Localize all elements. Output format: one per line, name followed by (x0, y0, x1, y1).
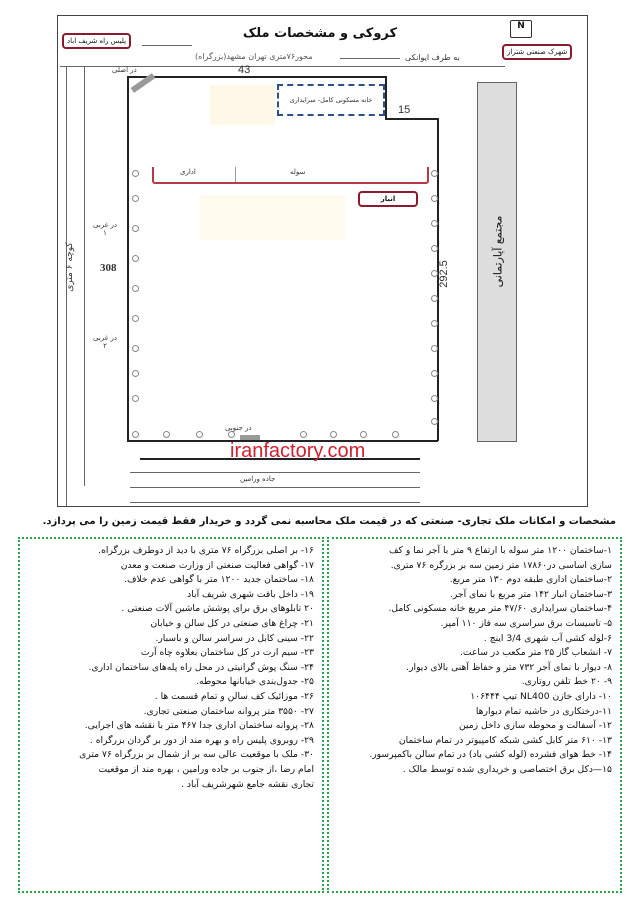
pillar-icon (132, 431, 139, 438)
pillar-icon (196, 431, 203, 438)
list-item: ۲۰ تابلوهای برق برای پوشش ماشین آلات صنعتی . (121, 603, 314, 615)
list-item: ۳۰- ملک با موقعیت عالی سه بر از شمال بر بزرگراه ۷۶ متری (79, 749, 314, 761)
pillar-icon (228, 431, 235, 438)
list-item: ۱-ساختمان ۱۲۰۰ متر سوله با ارتفاع ۹ متر با آجر نما و کف (389, 545, 612, 556)
notch-wall (385, 118, 438, 120)
industrial-town-label: شهرک صنعتی شتراز (502, 44, 572, 60)
highlight (210, 85, 275, 125)
south-gate-label: در جنوبی (225, 424, 252, 432)
list-item: ۱۴- خط هوای فشرده (لوله کشی باد) در تمام سالن باکمپرسور. (369, 749, 612, 761)
side-road-label: کوچه ۶ متری (65, 242, 75, 292)
pillar-icon (431, 295, 438, 302)
west-gate-1-label: در غربی ۱ (92, 221, 118, 237)
list-item: ۲۴- سنگ پوش گرانیتی در محل راه پله‌های ساختمان اداری. (88, 661, 314, 673)
list-item: ۱۱-درختکاری در حاشیه تمام دیوارها (475, 705, 612, 717)
road-arrow (340, 58, 400, 59)
pillar-icon (431, 418, 438, 425)
diagram-title: کروکی و مشخصات ملک (242, 26, 398, 41)
pillar-icon (360, 431, 367, 438)
top-road-label: محور۷۶متری تهران مشهد(بزرگراه) (195, 52, 313, 61)
notch-wall (385, 76, 387, 118)
pillar-icon (132, 370, 139, 377)
list-item: ۱۶- بر اصلی بزرگراه ۷۶ متری با دید از دوطرف بزرگراه. (98, 545, 314, 556)
highlight (200, 195, 345, 240)
pillar-icon (431, 170, 438, 177)
list-item: ۱۵—دکل برق اختصاصی و خریداری شده توسط مالک . (402, 763, 612, 775)
features-heading: مشخصات و امکانات ملک تجاری- صنعتی که در قیمت ملک محاسبه نمی گردد و خریدار فقط قیمت زمین را می پردازد. (42, 516, 616, 527)
list-item: ۱۲- آسفالت و محوطه سازی داخل زمین (458, 720, 612, 732)
list-item: ۲۷- ۳۵۵۰ متر پروانه ساختمان صنعتی تجاری. (143, 705, 314, 717)
pillar-icon (132, 195, 139, 202)
pillar-icon (163, 431, 170, 438)
pillar-icon (132, 315, 139, 322)
features-list-left (18, 537, 324, 893)
north-arrow-icon: N (510, 20, 532, 38)
pillar-icon (431, 245, 438, 252)
divider (142, 45, 192, 46)
pillar-icon (132, 285, 139, 292)
notch-dimension: 15 (398, 104, 411, 116)
list-item: ۴-ساختمان سرایداری ۴۷/۶۰ متر مربع خانه مسکونی کامل. (388, 603, 612, 615)
west-wall (127, 76, 129, 441)
residence-label: خانه مسکونی کامل- سرایداری (277, 84, 385, 116)
list-item: تجاری نقشه جامع شهرشریف آباد . (181, 778, 314, 790)
list-item: ۲۱- چراغ های صنعتی در کل سالن و خیابان (150, 617, 314, 629)
road-edge (130, 502, 420, 503)
right-dimension: 292.5 (437, 260, 450, 288)
pillar-icon (132, 170, 139, 177)
pillar-icon (431, 345, 438, 352)
west-gate-2-label: در غربی ۲ (92, 334, 118, 350)
road-edge (130, 487, 420, 488)
list-item: سازی اساسی در۱۷۸۶۰ متر زمین سه بر بزرگره ۷۶ متری. (390, 559, 612, 571)
pillar-icon (330, 431, 337, 438)
top-dimension: 43 (238, 64, 251, 76)
list-item: ۲۶- موزائیک کف سالن و تمام قسمت ها . (154, 690, 314, 702)
north-wall (127, 76, 385, 78)
watermark: iranfactory.com (230, 440, 366, 462)
pillar-icon (431, 195, 438, 202)
list-item: امام رضا ،از جنوب بر جاده ورامین ، بهره مند از موقعیت (98, 763, 314, 775)
list-item: ۲۳- سیم ارت در کل ساختمان بعلاوه چاه آرت (140, 647, 314, 659)
list-item: ۲۵- جدول‌بندی خیابانها محوطه. (196, 676, 314, 688)
list-item: ۱۷- گواهی فعالیت صنعتی از وزارت صنعت و معدن (120, 559, 314, 571)
list-item: ۲۹- روبروی پلیس راه و بهره مند از دور بر گردان بزرگراه . (89, 734, 314, 746)
direction-label: به طرف ایوانکی (405, 53, 460, 62)
road-edge (130, 472, 420, 473)
pillar-icon (431, 270, 438, 277)
list-item: ۲۲- سینی کابل در سراسر سالن و باسبار. (155, 632, 314, 644)
side-road-edge (84, 66, 85, 486)
list-item: ۲۸- پروانه ساختمان اداری جدا ۴۶۷ متر با نقشه های اجرایی. (84, 720, 314, 732)
pillar-icon (300, 431, 307, 438)
pillar-icon (431, 320, 438, 327)
pillar-icon (431, 370, 438, 377)
pillar-icon (132, 395, 139, 402)
list-item: ۸- دیوار با نمای آجر ۷۳۲ متر و حفاظ آهنی بالای دیوار. (406, 661, 612, 673)
list-item: ۵- تاسیسات برق سراسری سه فاز ۱۱۰ آمپر. (440, 617, 612, 629)
list-item: ۱۳- ۶۱۰ متر کابل کشی شبکه کامپیوتر در تمام ساختمان (398, 734, 612, 746)
hall-label: سوله (290, 168, 306, 176)
list-item: ۶-لوله کشی آب شهری 3/4 اینچ . (483, 632, 612, 644)
list-item: ۹- ۲۰ خط تلفن روتاری. (521, 676, 612, 688)
list-item: ۷- انشعاب گاز ۲۵ متر مکعب در ساعت. (459, 647, 612, 659)
pillar-icon (132, 345, 139, 352)
main-gate-label: در اصلی (112, 66, 137, 74)
left-dimension: 308 (100, 262, 117, 274)
pillar-icon (392, 431, 399, 438)
list-item: ۱۰- دارای خازن NL400 تیپ ۱۰۶۴۴۴ (470, 690, 612, 702)
complex-label: مجتمع آپارتمانی (491, 215, 505, 288)
office-label: اداری (180, 168, 196, 176)
divider (235, 167, 236, 182)
list-item: ۱۸- ساختمان جدید ۱۲۰۰ متر با گواهی عدم خلاف. (124, 574, 314, 586)
warehouse-label: انبار (358, 191, 418, 207)
list-item: ۲-ساختمان اداری طبقه دوم ۱۳۰ متر مربع. (449, 574, 612, 586)
features-list-right (327, 537, 622, 893)
list-item: ۳-ساختمان انبار ۱۴۲ متر مربع با نمای آجر. (449, 588, 612, 600)
pillar-icon (431, 220, 438, 227)
pillar-icon (431, 395, 438, 402)
police-station-label: پلیس راه شریف اباد (62, 33, 131, 49)
pillar-icon (132, 225, 139, 232)
bottom-road-label: جاده ورامین (240, 475, 276, 483)
list-item: ۱۹- داخل بافت شهری شریف آباد (187, 588, 314, 600)
pillar-icon (132, 255, 139, 262)
